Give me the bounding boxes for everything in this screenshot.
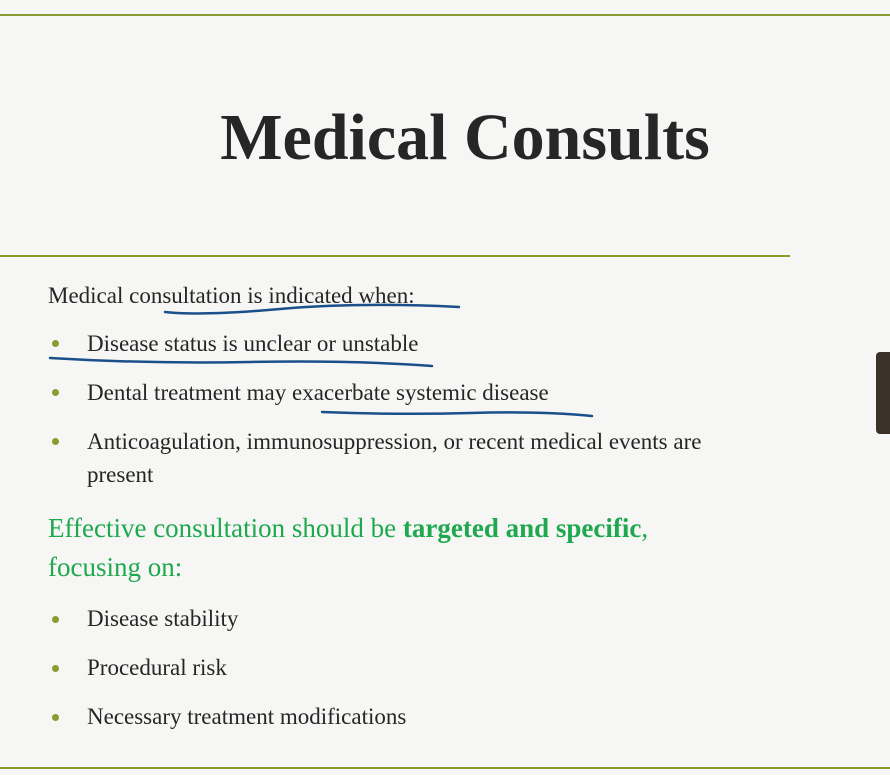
indication-item-cont: present — [87, 462, 154, 487]
effective-post: , — [641, 513, 649, 543]
bottom-rule — [0, 767, 890, 769]
indication-item: Anticoagulation, immunosuppression, or recent medical events are — [87, 429, 702, 454]
focus-item: Procedural risk — [87, 655, 227, 680]
focus-item: Necessary treatment modifications — [87, 704, 407, 729]
indication-item: Disease status is unclear or unstable — [87, 331, 419, 356]
ink-underline — [322, 412, 592, 416]
effective-pre: Effective consultation should be — [48, 513, 403, 543]
intro-text: Medical consultation is indicated when: — [48, 283, 415, 308]
side-panel-handle[interactable] — [876, 352, 890, 434]
slide-title: Medical Consults — [220, 101, 710, 174]
ink-underline — [165, 305, 459, 314]
indication-item: Dental treatment may exacerbate systemic disease — [87, 380, 549, 405]
effective-line-2: focusing on: — [48, 552, 183, 582]
effective-bold: targeted and specific — [402, 513, 642, 543]
focus-item: Disease stability — [87, 606, 239, 631]
ink-underline — [50, 358, 432, 366]
